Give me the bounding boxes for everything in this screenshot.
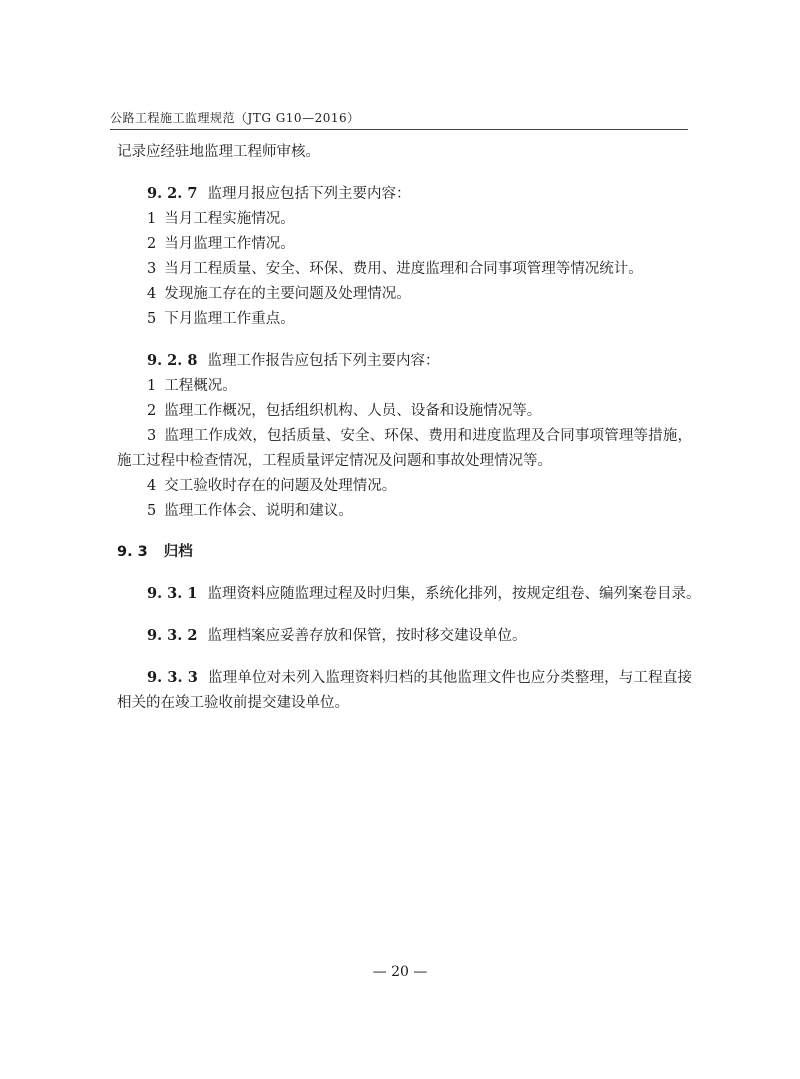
clause-text: 监理月报应包括下列主要内容：	[207, 186, 411, 202]
clause-text: 监理单位对未列入监理资料归档的其他监理文件也应分类整理，与工程直接相关的在竣工验收前提交建设单位。	[117, 670, 692, 711]
list-item	[117, 374, 692, 399]
item-number: 4	[147, 478, 157, 494]
section-title: 归档	[163, 544, 193, 560]
clause-number: 9. 3. 1	[147, 585, 198, 602]
clause-number: 9. 2. 7	[147, 185, 198, 202]
clause-9-3-1	[117, 581, 701, 607]
item-number: 1	[147, 378, 157, 394]
section-number: 9. 3	[117, 544, 148, 560]
list-item	[117, 474, 692, 499]
item-text: 当月工程质量、安全、环保、费用、进度监理和合同事项管理等情况统计。	[164, 261, 643, 277]
clause-number: 9. 3. 3	[147, 669, 198, 686]
item-text: 发现施工存在的主要问题及处理情况。	[164, 286, 411, 302]
item-text: 监理工作体会、说明和建议。	[164, 503, 353, 519]
list-item	[117, 499, 692, 524]
clause-9-3-2	[117, 623, 692, 649]
list-item	[117, 257, 692, 282]
item-text: 工程概况。	[164, 378, 237, 394]
item-number: 2	[147, 236, 157, 252]
item-text: 监理工作成效，包括质量、安全、环保、费用和进度监理及合同事项管理等措施，施工过程中检查情况，工程质量评定情况及问题和事故处理情况等。	[117, 428, 692, 469]
page-number: — 20 —	[372, 964, 428, 980]
clause-number: 9. 2. 8	[147, 352, 198, 369]
list-item	[117, 207, 692, 232]
item-text: 交工验收时存在的问题及处理情况。	[164, 478, 397, 494]
item-number: 4	[147, 286, 157, 302]
clause-text: 监理资料应随监理过程及时归集，系统化排列，按规定组卷、编列案卷目录。	[207, 586, 701, 602]
clause-number: 9. 3. 2	[147, 627, 198, 644]
item-text: 当月工程实施情况。	[164, 211, 295, 227]
clause-9-2-8	[117, 348, 692, 374]
item-number: 1	[147, 211, 157, 227]
header-rule	[110, 129, 688, 130]
intro-line: 记录应经驻地监理工程师审核。	[117, 144, 320, 160]
item-number: 2	[147, 403, 157, 419]
item-number: 3	[147, 428, 157, 444]
section-heading-9-3	[117, 540, 692, 565]
list-item	[117, 424, 692, 474]
item-number: 5	[147, 311, 157, 327]
list-item	[117, 282, 692, 307]
page-body	[117, 140, 701, 716]
item-number: 5	[147, 503, 157, 519]
clause-text: 监理档案应妥善存放和保管，按时移交建设单位。	[207, 628, 527, 644]
item-number: 3	[147, 261, 157, 277]
list-item	[117, 232, 692, 257]
clause-9-2-7	[117, 181, 692, 207]
item-text: 监理工作概况，包括组织机构、人员、设备和设施情况等。	[164, 403, 542, 419]
item-text: 当月监理工作情况。	[164, 236, 295, 252]
running-header: 公路工程施工监理规范（JTG G10—2016）	[110, 111, 360, 125]
clause-9-3-3	[117, 665, 692, 716]
list-item	[117, 399, 692, 424]
item-text: 下月监理工作重点。	[164, 311, 295, 327]
clause-text: 监理工作报告应包括下列主要内容：	[207, 353, 440, 369]
list-item	[117, 307, 692, 332]
